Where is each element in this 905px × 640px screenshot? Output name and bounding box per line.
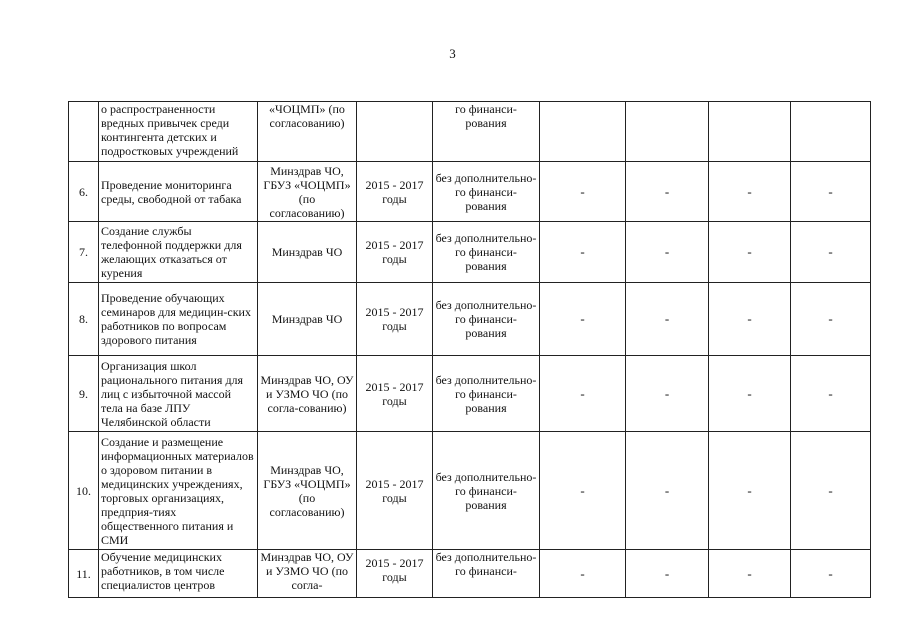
financing-source: го финанси-рования [433, 102, 540, 162]
value-cell: - [709, 222, 791, 283]
measure-name: о распространенности вредных привычек среди контингента детских и подростковых учреждений [99, 102, 258, 162]
value-cell: - [540, 550, 626, 598]
financing-source: без дополнительно-го финанси-рования [433, 162, 540, 222]
financing-source: без дополнительно-го финанси-рования [433, 432, 540, 550]
value-cell: - [540, 222, 626, 283]
value-cell: - [540, 162, 626, 222]
value-cell: - [540, 432, 626, 550]
value-cell: - [791, 356, 871, 432]
value-cell: - [540, 356, 626, 432]
executor: Минздрав ЧО [258, 222, 357, 283]
value-cell: - [709, 356, 791, 432]
row-number [69, 102, 99, 162]
measures-table [68, 101, 871, 598]
measure-name: Организация школ рационального питания для лиц с избыточной массой тела на базе ЛПУ Челябинской области [99, 356, 258, 432]
value-cell: - [709, 283, 791, 356]
financing-source: без дополнительно-го финанси-рования [433, 222, 540, 283]
value-cell: - [791, 162, 871, 222]
row-number: 7. [69, 222, 99, 283]
financing-source: без дополнительно-го финанси-рования [433, 283, 540, 356]
measure-name: Обучение медицинских работников, в том числе специалистов центров [99, 550, 258, 598]
table-row [69, 356, 871, 432]
page-number: 3 [449, 46, 456, 61]
value-cell: - [626, 432, 709, 550]
measure-name: Проведение обучающих семинаров для медицин-ских работников по вопросам здорового питания [99, 283, 258, 356]
value-cell [626, 102, 709, 162]
value-cell: - [709, 432, 791, 550]
executor: Минздрав ЧО, ГБУЗ «ЧОЦМП» (по согласованию) [258, 162, 357, 222]
term: 2015 - 2017 годы [357, 550, 433, 598]
table-row [69, 222, 871, 283]
table-row [69, 432, 871, 550]
value-cell: - [626, 550, 709, 598]
executor: Минздрав ЧО, ОУ и УЗМО ЧО (по согла- [258, 550, 357, 598]
measure-name: Создание и размещение информационных материалов о здоровом питании в медицинских учреждениях, торговых организациях, предприя-тиях общественного питания и СМИ [99, 432, 258, 550]
executor: Минздрав ЧО, ОУ и УЗМО ЧО (по согла-сованию) [258, 356, 357, 432]
financing-source: без дополнительно-го финанси- [433, 550, 540, 598]
value-cell: - [791, 283, 871, 356]
term: 2015 - 2017 годы [357, 162, 433, 222]
value-cell: - [626, 283, 709, 356]
measure-name: Проведение мониторинга среды, свободной от табака [99, 162, 258, 222]
executor: Минздрав ЧО, ГБУЗ «ЧОЦМП» (по согласованию) [258, 432, 357, 550]
term [357, 102, 433, 162]
table-row [69, 283, 871, 356]
row-number: 11. [69, 550, 99, 598]
executor: «ЧОЦМП» (по согласованию) [258, 102, 357, 162]
table-row [69, 162, 871, 222]
term: 2015 - 2017 годы [357, 356, 433, 432]
financing-source: без дополнительно-го финанси-рования [433, 356, 540, 432]
value-cell [540, 102, 626, 162]
value-cell [709, 102, 791, 162]
value-cell: - [791, 432, 871, 550]
row-number: 8. [69, 283, 99, 356]
value-cell: - [709, 162, 791, 222]
value-cell: - [626, 222, 709, 283]
table-row [69, 102, 871, 162]
table-row [69, 550, 871, 598]
value-cell: - [791, 222, 871, 283]
value-cell: - [791, 550, 871, 598]
value-cell: - [540, 283, 626, 356]
value-cell [791, 102, 871, 162]
value-cell: - [626, 356, 709, 432]
row-number: 10. [69, 432, 99, 550]
measure-name: Создание службы телефонной поддержки для желающих отказаться от курения [99, 222, 258, 283]
row-number: 6. [69, 162, 99, 222]
row-number: 9. [69, 356, 99, 432]
value-cell: - [626, 162, 709, 222]
term: 2015 - 2017 годы [357, 432, 433, 550]
term: 2015 - 2017 годы [357, 283, 433, 356]
executor: Минздрав ЧО [258, 283, 357, 356]
value-cell: - [709, 550, 791, 598]
term: 2015 - 2017 годы [357, 222, 433, 283]
